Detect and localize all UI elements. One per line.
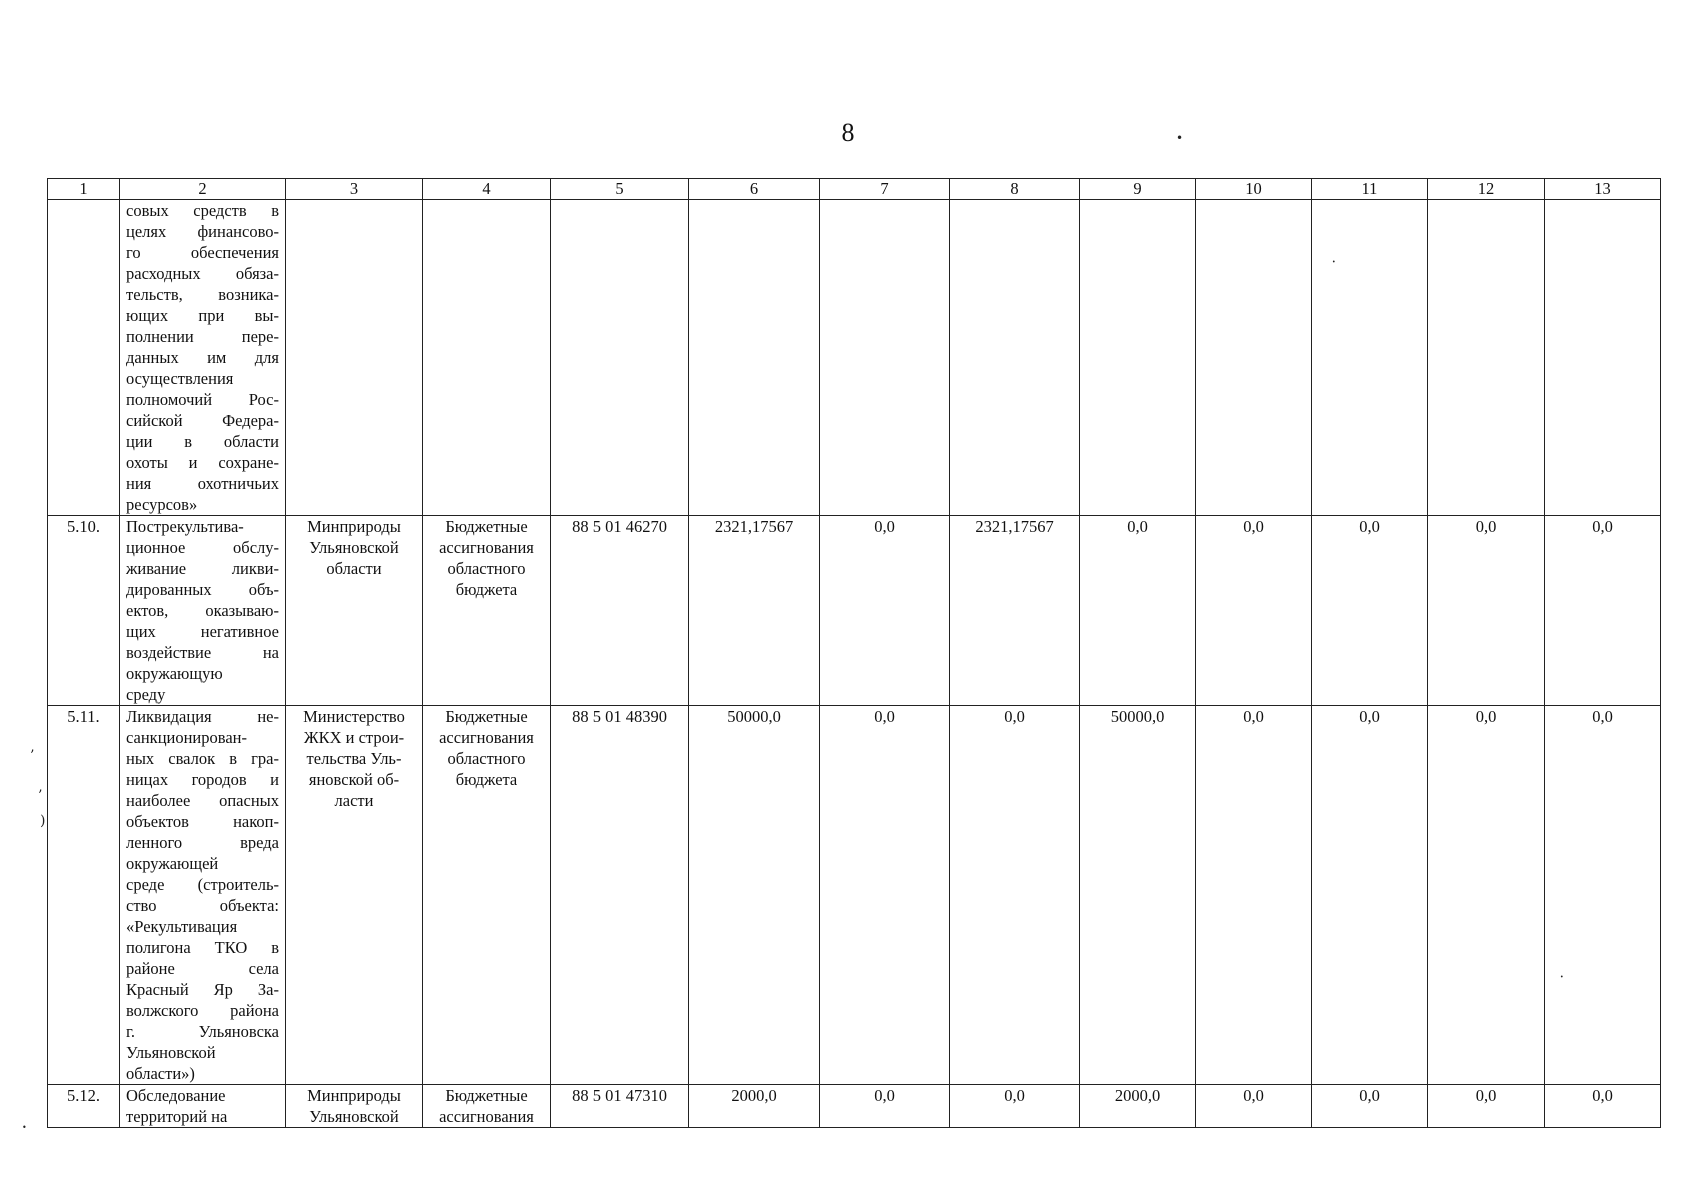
activity-name-line: го обеспечения xyxy=(126,243,279,262)
executor-line: области xyxy=(326,559,382,578)
year-amount-9: 2000,0 xyxy=(1080,1085,1196,1128)
total-amount xyxy=(689,200,820,516)
column-header-12: 12 xyxy=(1428,179,1545,200)
column-header-13: 13 xyxy=(1545,179,1661,200)
activity-name-line: ционное обслу- xyxy=(126,538,279,557)
year-amount-11 xyxy=(1312,200,1428,516)
executor-line: ЖКХ и строи- xyxy=(303,728,405,747)
activity-name-line: совых средств в xyxy=(126,201,279,220)
executor-line: Минприроды xyxy=(307,517,401,536)
table-header xyxy=(48,179,1661,200)
funding-source-line: областного xyxy=(447,559,526,578)
year-amount-11: 0,0 xyxy=(1312,1085,1428,1128)
year-amount-10: 0,0 xyxy=(1196,706,1312,1085)
budget-code: 88 5 01 46270 xyxy=(551,516,689,706)
activity-name-line: сийской Федера- xyxy=(126,411,279,430)
year-amount-9: 0,0 xyxy=(1080,516,1196,706)
funding-source xyxy=(423,1085,551,1128)
activity-name-line: Ульяновской xyxy=(126,1043,216,1062)
year-amount-12: 0,0 xyxy=(1428,706,1545,1085)
activity-name-line: воздействие на xyxy=(126,643,279,662)
table-row xyxy=(48,200,1661,516)
page-number: 8 xyxy=(841,118,855,147)
funding-source-line: Бюджетные xyxy=(445,707,528,726)
executor-line: тельства Уль- xyxy=(306,749,402,768)
activity-name-line: Красный Яр За- xyxy=(126,980,279,999)
executor-line: Ульяновской xyxy=(309,1107,399,1126)
year-amount-13: 0,0 xyxy=(1545,706,1661,1085)
activity-name-line: осуществления xyxy=(126,369,234,388)
activity-name-line: среду xyxy=(126,685,166,704)
activity-name-line: ектов, оказываю- xyxy=(126,601,279,620)
activity-name-line: наиболее опасных xyxy=(126,791,279,810)
column-header-9: 9 xyxy=(1080,179,1196,200)
activity-name-line: щих негативное xyxy=(126,622,279,641)
activity-name-line: ных свалок в гра- xyxy=(126,749,279,768)
year-amount-9: 50000,0 xyxy=(1080,706,1196,1085)
activity-name-line: среде (строитель- xyxy=(126,875,279,894)
year-amount-7: 0,0 xyxy=(820,1085,950,1128)
activity-name-line: данных им для xyxy=(126,348,279,367)
activity-name-line: волжского района xyxy=(126,1001,279,1020)
activity-name xyxy=(120,200,286,516)
year-amount-10 xyxy=(1196,200,1312,516)
scan-speck: ) xyxy=(40,813,46,829)
year-amount-12: 0,0 xyxy=(1428,1085,1545,1128)
year-amount-8: 2321,17567 xyxy=(950,516,1080,706)
year-amount-10: 0,0 xyxy=(1196,516,1312,706)
year-amount-11: 0,0 xyxy=(1312,706,1428,1085)
funding-source-line: Бюджетные xyxy=(445,517,528,536)
year-amount-8 xyxy=(950,200,1080,516)
total-amount: 50000,0 xyxy=(689,706,820,1085)
activity-name-line: полнении пере- xyxy=(126,327,279,346)
column-header-1: 1 xyxy=(48,179,120,200)
activity-name-line: окружающей xyxy=(126,854,219,873)
column-header-4: 4 xyxy=(423,179,551,200)
year-amount-7: 0,0 xyxy=(820,706,950,1085)
table-row xyxy=(48,1085,1661,1128)
column-header-5: 5 xyxy=(551,179,689,200)
funding-source-line: ассигнования xyxy=(439,728,534,747)
activity-name-line: тельств, возника- xyxy=(126,285,279,304)
year-amount-12: 0,0 xyxy=(1428,516,1545,706)
activity-name-line: целях финансово- xyxy=(126,222,279,241)
activity-name-line: расходных обяза- xyxy=(126,264,279,283)
table-row xyxy=(48,706,1661,1085)
year-amount-8: 0,0 xyxy=(950,706,1080,1085)
year-amount-11: 0,0 xyxy=(1312,516,1428,706)
funding-source xyxy=(423,516,551,706)
scan-speck: ’ xyxy=(38,788,43,804)
total-amount: 2321,17567 xyxy=(689,516,820,706)
funding-source-line: бюджета xyxy=(455,580,518,599)
year-amount-12 xyxy=(1428,200,1545,516)
activity-name-line: ницах городов и xyxy=(126,770,279,789)
header-row xyxy=(48,179,1661,200)
column-header-10: 10 xyxy=(1196,179,1312,200)
year-amount-13: 0,0 xyxy=(1545,1085,1661,1128)
executor-line: Минприроды xyxy=(307,1086,401,1105)
year-amount-13: 0,0 xyxy=(1545,516,1661,706)
row-index: 5.11. xyxy=(48,706,120,1085)
activity-name-line: полигона ТКО в xyxy=(126,938,279,957)
funding-source-line: ассигнования xyxy=(439,538,534,557)
funding-source xyxy=(423,706,551,1085)
scan-speck: • xyxy=(22,1123,27,1132)
executor-line: ласти xyxy=(334,791,374,810)
year-amount-7 xyxy=(820,200,950,516)
activity-name-line: охоты и сохране- xyxy=(126,453,279,472)
activity-name-line: Обследование xyxy=(126,1086,226,1105)
activity-name-line: полномочий Рос- xyxy=(126,390,279,409)
activity-name-line: окружающую xyxy=(126,664,223,683)
executor-line: яновской об- xyxy=(308,770,400,789)
year-amount-10: 0,0 xyxy=(1196,1085,1312,1128)
activity-name xyxy=(120,1085,286,1128)
budget-code: 88 5 01 48390 xyxy=(551,706,689,1085)
activity-name xyxy=(120,706,286,1085)
budget-code xyxy=(551,200,689,516)
table-body xyxy=(48,200,1661,1128)
executor xyxy=(286,200,423,516)
activity-name-line: санкционирован- xyxy=(126,728,247,747)
column-header-11: 11 xyxy=(1312,179,1428,200)
column-header-7: 7 xyxy=(820,179,950,200)
activity-name-line: ресурсов» xyxy=(126,495,198,514)
total-amount: 2000,0 xyxy=(689,1085,820,1128)
year-amount-9 xyxy=(1080,200,1196,516)
activity-name-line: дированных объ- xyxy=(126,580,279,599)
executor xyxy=(286,1085,423,1128)
activity-name-line: Ликвидация не- xyxy=(126,707,279,726)
activity-name-line: территорий на xyxy=(126,1107,228,1126)
scan-speck: • xyxy=(1332,259,1336,266)
table-row xyxy=(48,516,1661,706)
executor xyxy=(286,516,423,706)
funding-source-line: бюджета xyxy=(455,770,518,789)
column-header-2: 2 xyxy=(120,179,286,200)
column-header-6: 6 xyxy=(689,179,820,200)
activity-name-line: ленного вреда xyxy=(126,833,279,852)
activity-name-line: районе села xyxy=(126,959,279,978)
activity-name-line: живание ликви- xyxy=(126,559,279,578)
column-header-8: 8 xyxy=(950,179,1080,200)
row-index: 5.12. xyxy=(48,1085,120,1128)
executor-line: Министерство xyxy=(303,707,405,726)
activity-name-line: объектов накоп- xyxy=(126,812,279,831)
funding-source-line: ассигнования xyxy=(439,1107,534,1126)
funding-source xyxy=(423,200,551,516)
activity-name-line: области») xyxy=(126,1064,195,1083)
activity-name-line: ния охотничьих xyxy=(126,474,279,493)
funding-source-line: областного xyxy=(447,749,526,768)
row-index: 5.10. xyxy=(48,516,120,706)
year-amount-7: 0,0 xyxy=(820,516,950,706)
scan-speck: • xyxy=(1560,974,1564,981)
activity-name-line: ющих при вы- xyxy=(126,306,279,325)
funding-source-line: Бюджетные xyxy=(445,1086,528,1105)
activity-name-line: «Рекультивация xyxy=(126,917,238,936)
executor-line: Ульяновской xyxy=(309,538,399,557)
executor xyxy=(286,706,423,1085)
scan-speck: ’ xyxy=(30,748,35,764)
activity-name-line: ции в области xyxy=(126,432,279,451)
row-index xyxy=(48,200,120,516)
activity-name xyxy=(120,516,286,706)
year-amount-8: 0,0 xyxy=(950,1085,1080,1128)
column-header-3: 3 xyxy=(286,179,423,200)
activity-name-line: г. Ульяновска xyxy=(126,1022,279,1041)
year-amount-13 xyxy=(1545,200,1661,516)
scan-speck: • xyxy=(1176,131,1184,145)
budget-table xyxy=(47,178,1661,1128)
budget-code: 88 5 01 47310 xyxy=(551,1085,689,1128)
activity-name-line: Пострекультива- xyxy=(126,517,244,536)
activity-name-line: ство объекта: xyxy=(126,896,279,915)
